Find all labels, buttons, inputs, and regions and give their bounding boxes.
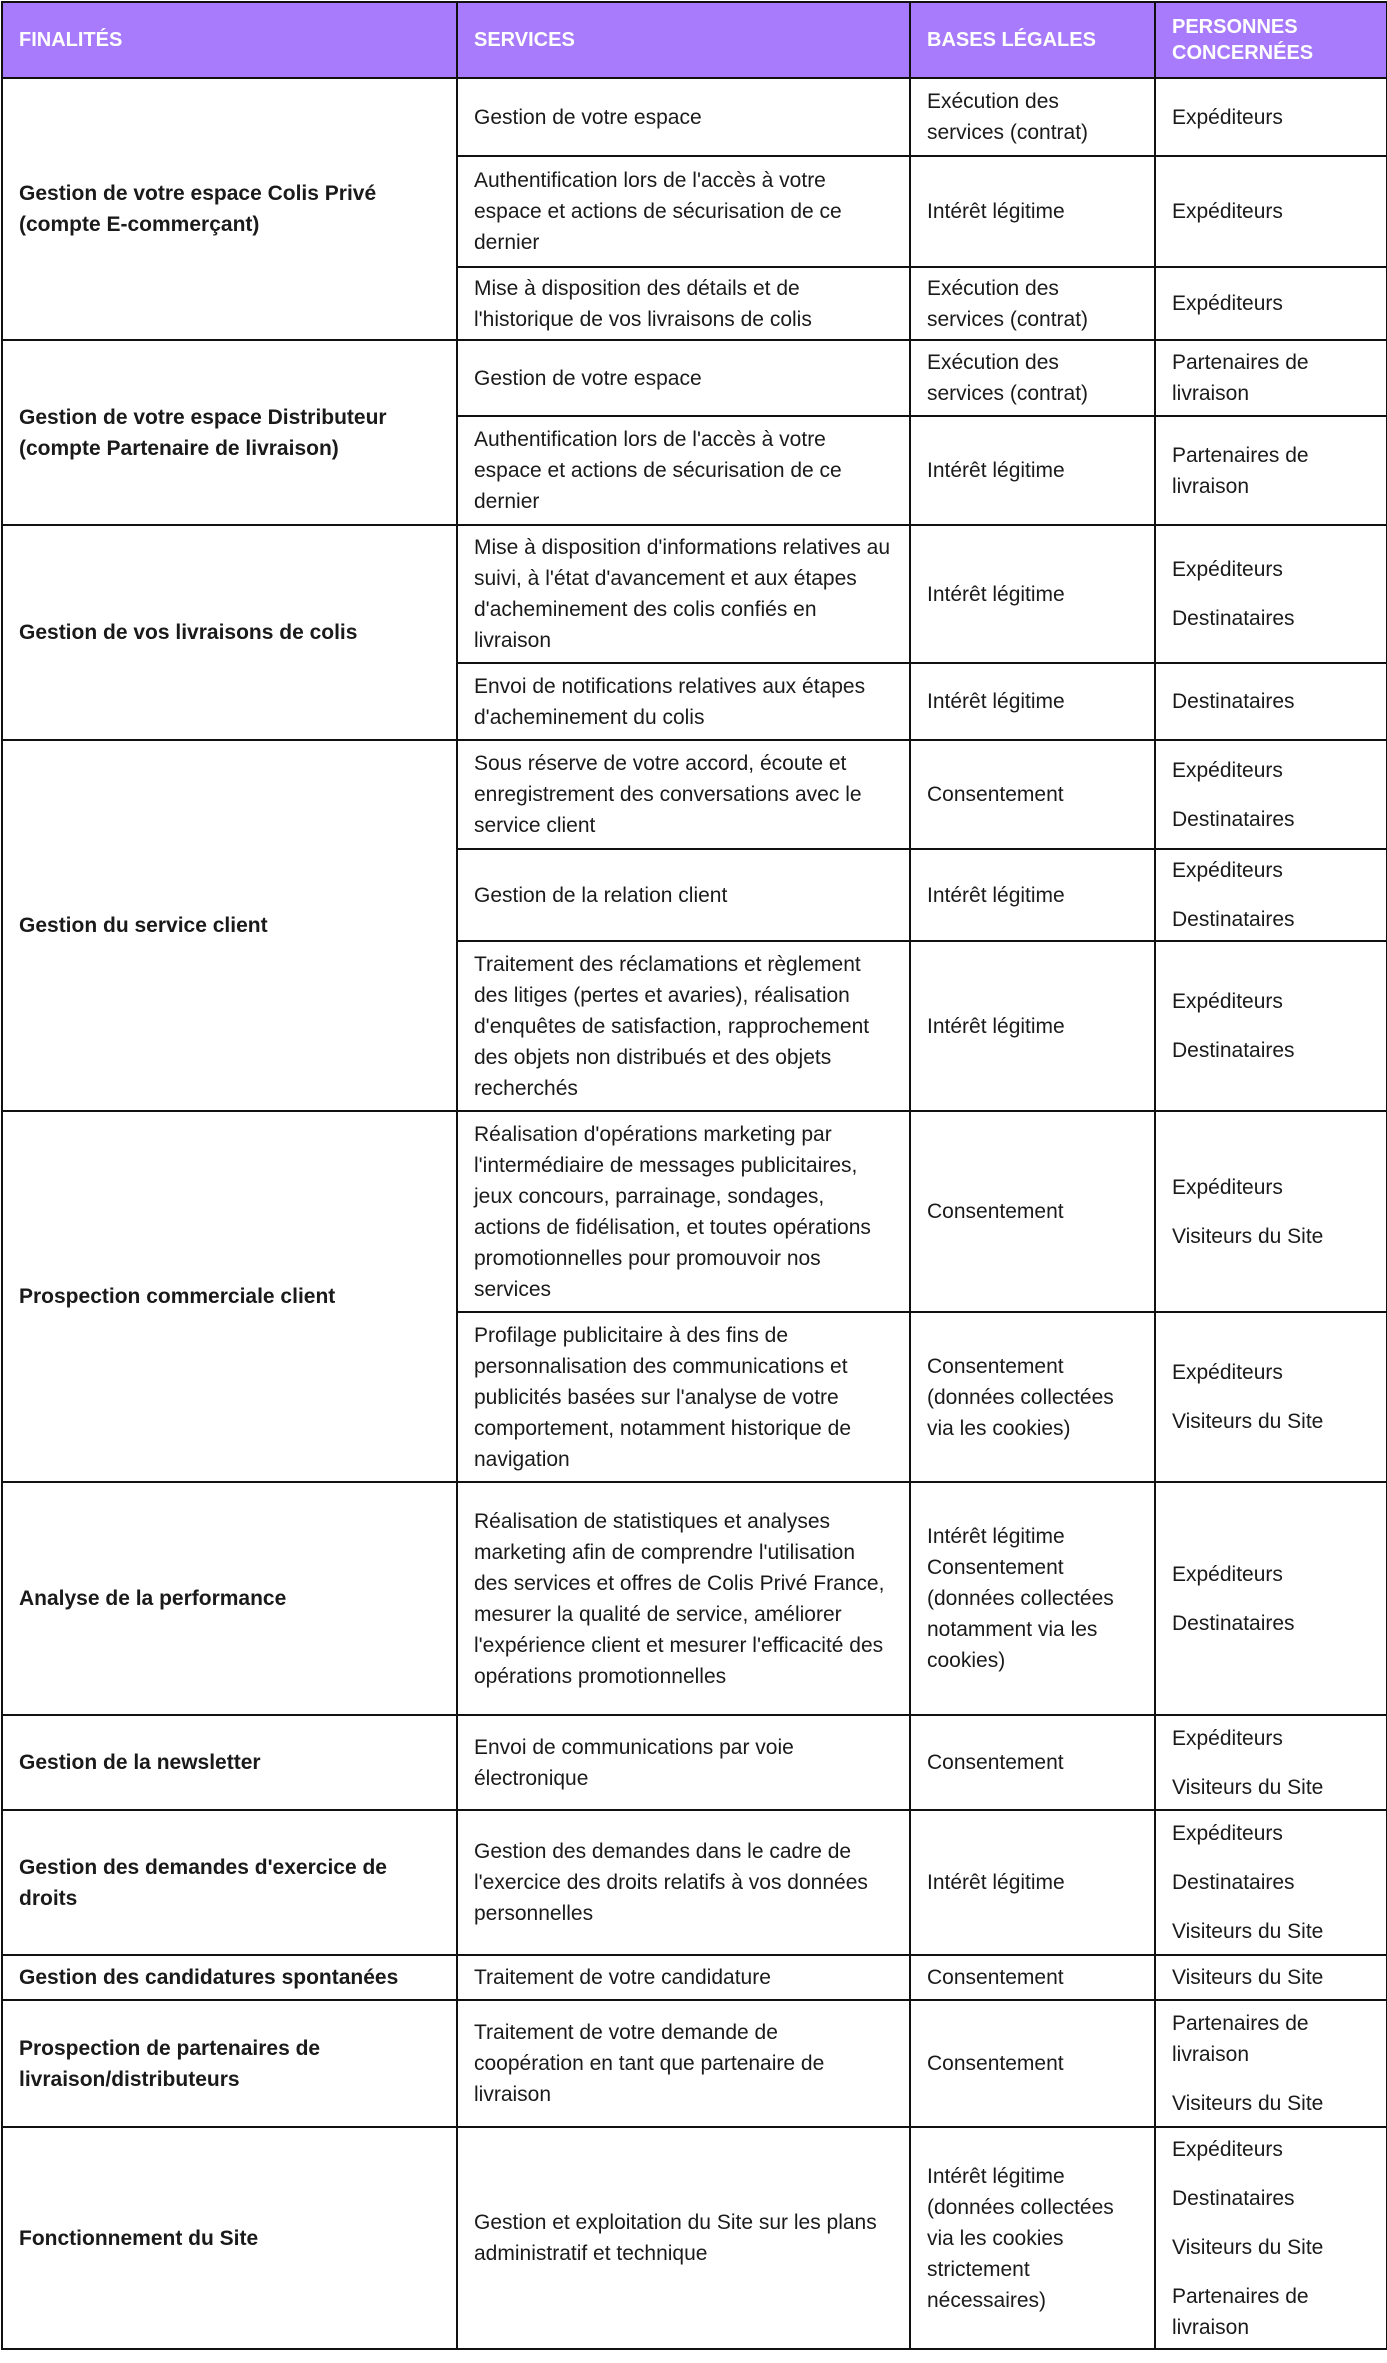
finalite-cell: Gestion de la newsletter: [2, 1715, 457, 1810]
service-cell: Gestion des demandes dans le cadre de l'exercice des droits relatifs à vos données personnelles: [457, 1810, 910, 1955]
service-cell: Traitement de votre candidature: [457, 1955, 910, 2000]
personne-item: Expéditeurs: [1172, 105, 1283, 129]
personne-item: Destinataires: [1172, 807, 1295, 831]
personne-item: Expéditeurs: [1172, 200, 1283, 223]
personne-item: Partenaires de livraison: [1172, 2284, 1309, 2339]
table-row: [2, 1810, 1387, 1955]
table-row: [2, 2127, 1387, 2349]
finalite-cell: Analyse de la performance: [2, 1482, 457, 1715]
base-legale-cell: Exécution des services (contrat): [910, 78, 1155, 156]
personnes-cell: [1155, 78, 1387, 156]
personne-item: Visiteurs du Site: [1172, 1410, 1324, 1433]
personne-item: Expéditeurs: [1172, 558, 1283, 581]
personne-item: Destinataires: [1172, 607, 1295, 630]
personne-item: Partenaires de livraison: [1172, 351, 1309, 405]
finalite-cell: Prospection de partenaires de livraison/distributeurs: [2, 2000, 457, 2127]
service-cell: Mise à disposition des détails et de l'historique de vos livraisons de colis: [457, 267, 910, 340]
table-row: [2, 740, 1387, 849]
personne-item: Destinataires: [1172, 908, 1295, 931]
table-row: [2, 1482, 1387, 1715]
personne-item: Expéditeurs: [1172, 292, 1283, 315]
service-cell: Traitement de votre demande de coopération en tant que partenaire de livraison: [457, 2000, 910, 2127]
personnes-cell: [1155, 267, 1387, 340]
base-legale-cell: Consentement: [910, 1111, 1155, 1312]
base-legale-cell: Intérêt légitime: [910, 525, 1155, 663]
service-cell: Réalisation de statistiques et analyses marketing afin de comprendre l'utilisation des services et offres de Colis Privé France, mesurer la qualité de service, améliorer l'expérience client et mesurer l'efficacité des opérations promotionnelles: [457, 1482, 910, 1715]
personne-item: Visiteurs du Site: [1172, 1966, 1324, 1989]
base-legale-cell: Consentement (données collectées via les cookies): [910, 1312, 1155, 1482]
personnes-cell: [1155, 849, 1387, 941]
service-cell: Envoi de notifications relatives aux étapes d'acheminement du colis: [457, 663, 910, 740]
personne-item: Expéditeurs: [1172, 1175, 1283, 1199]
base-legale-cell: Consentement: [910, 2000, 1155, 2127]
finalite-cell: Prospection commerciale client: [2, 1111, 457, 1482]
base-legale-cell: Intérêt légitime Consentement (données collectées notamment via les cookies): [910, 1482, 1155, 1715]
service-cell: Gestion et exploitation du Site sur les plans administratif et technique: [457, 2127, 910, 2349]
service-cell: Authentification lors de l'accès à votre espace et actions de sécurisation de ce dernier: [457, 156, 910, 267]
service-cell: Envoi de communications par voie électronique: [457, 1715, 910, 1810]
personnes-cell: [1155, 941, 1387, 1111]
service-cell: Mise à disposition d'informations relatives au suivi, à l'état d'avancement et aux étapes d'acheminement des colis confiés en livraison: [457, 525, 910, 663]
table-row: [2, 340, 1387, 416]
personne-item: Destinataires: [1172, 690, 1295, 713]
service-cell: Traitement des réclamations et règlement des litiges (pertes et avaries), réalisation d'enquêtes de satisfaction, rapprochement des objets non distribués et des objets recherchés: [457, 941, 910, 1111]
service-cell: Réalisation d'opérations marketing par l'intermédiaire de messages publicitaires, jeux concours, parrainage, sondages, actions de fidélisation, et toutes opérations promotionnelles pour promouvoir nos services: [457, 1111, 910, 1312]
personne-item: Destinataires: [1172, 1871, 1295, 1894]
service-cell: Sous réserve de votre accord, écoute et enregistrement des conversations avec le service client: [457, 740, 910, 849]
personne-item: Destinataires: [1172, 1611, 1295, 1635]
service-cell: Authentification lors de l'accès à votre espace et actions de sécurisation de ce dernier: [457, 416, 910, 525]
finalite-cell: Gestion de vos livraisons de colis: [2, 525, 457, 740]
finalite-cell: Gestion des candidatures spontanées: [2, 1955, 457, 2000]
base-legale-cell: Exécution des services (contrat): [910, 340, 1155, 416]
table-row: [2, 525, 1387, 663]
personne-item: Expéditeurs: [1172, 859, 1283, 882]
base-legale-cell: Intérêt légitime: [910, 416, 1155, 525]
service-cell: Gestion de votre espace: [457, 340, 910, 416]
personnes-cell: [1155, 525, 1387, 663]
personne-item: Visiteurs du Site: [1172, 1920, 1324, 1943]
header-services: SERVICES: [457, 2, 910, 78]
base-legale-cell: Intérêt légitime: [910, 156, 1155, 267]
table-row: [2, 1111, 1387, 1312]
processing-table: [1, 1, 1387, 2350]
finalite-cell: Gestion de votre espace Distributeur (compte Partenaire de livraison): [2, 340, 457, 525]
personnes-cell: [1155, 1111, 1387, 1312]
base-legale-cell: Consentement: [910, 1715, 1155, 1810]
base-legale-cell: Consentement: [910, 740, 1155, 849]
service-cell: Gestion de la relation client: [457, 849, 910, 941]
personnes-cell: [1155, 1482, 1387, 1715]
base-legale-cell: Intérêt légitime: [910, 941, 1155, 1111]
base-legale-cell: Consentement: [910, 1955, 1155, 2000]
personnes-cell: [1155, 663, 1387, 740]
finalite-cell: Gestion de votre espace Colis Privé (compte E-commerçant): [2, 78, 457, 340]
personne-item: Visiteurs du Site: [1172, 2092, 1324, 2115]
personne-item: Expéditeurs: [1172, 758, 1283, 782]
header-row: [2, 2, 1387, 78]
personne-item: Expéditeurs: [1172, 990, 1283, 1013]
personnes-cell: [1155, 1715, 1387, 1810]
header-personnes-concernees: PERSONNES CONCERNÉES: [1155, 2, 1387, 78]
base-legale-cell: Intérêt légitime: [910, 849, 1155, 941]
personne-item: Expéditeurs: [1172, 1726, 1283, 1750]
personnes-cell: [1155, 1955, 1387, 2000]
personnes-cell: [1155, 156, 1387, 267]
table-row: [2, 1955, 1387, 2000]
personne-item: Visiteurs du Site: [1172, 1775, 1324, 1799]
personnes-cell: [1155, 2000, 1387, 2127]
finalite-cell: Gestion des demandes d'exercice de droits: [2, 1810, 457, 1955]
personne-item: Visiteurs du Site: [1172, 2235, 1324, 2259]
table-row: [2, 1715, 1387, 1810]
base-legale-cell: Intérêt légitime (données collectées via les cookies strictement nécessaires): [910, 2127, 1155, 2349]
personne-item: Partenaires de livraison: [1172, 2012, 1309, 2066]
personne-item: Expéditeurs: [1172, 2137, 1283, 2161]
personnes-cell: [1155, 2127, 1387, 2349]
personne-item: Visiteurs du Site: [1172, 1224, 1324, 1248]
personnes-cell: [1155, 416, 1387, 525]
personnes-cell: [1155, 340, 1387, 416]
personne-item: Expéditeurs: [1172, 1361, 1283, 1384]
finalite-cell: Fonctionnement du Site: [2, 2127, 457, 2349]
table-row: [2, 2000, 1387, 2127]
personnes-cell: [1155, 1312, 1387, 1482]
service-cell: Gestion de votre espace: [457, 78, 910, 156]
personne-item: Expéditeurs: [1172, 1562, 1283, 1586]
header-finalites: FINALITÉS: [2, 2, 457, 78]
personnes-cell: [1155, 1810, 1387, 1955]
finalite-cell: Gestion du service client: [2, 740, 457, 1111]
base-legale-cell: Intérêt légitime: [910, 1810, 1155, 1955]
personnes-cell: [1155, 740, 1387, 849]
base-legale-cell: Exécution des services (contrat): [910, 267, 1155, 340]
header-bases-legales: BASES LÉGALES: [910, 2, 1155, 78]
personne-item: Partenaires de livraison: [1172, 443, 1309, 498]
service-cell: Profilage publicitaire à des fins de personnalisation des communications et publicités basées sur l'analyse de votre comportement, notamment historique de navigation: [457, 1312, 910, 1482]
personne-item: Destinataires: [1172, 1039, 1295, 1062]
table-row: [2, 78, 1387, 156]
base-legale-cell: Intérêt légitime: [910, 663, 1155, 740]
personne-item: Destinataires: [1172, 2186, 1295, 2210]
personne-item: Expéditeurs: [1172, 1822, 1283, 1845]
